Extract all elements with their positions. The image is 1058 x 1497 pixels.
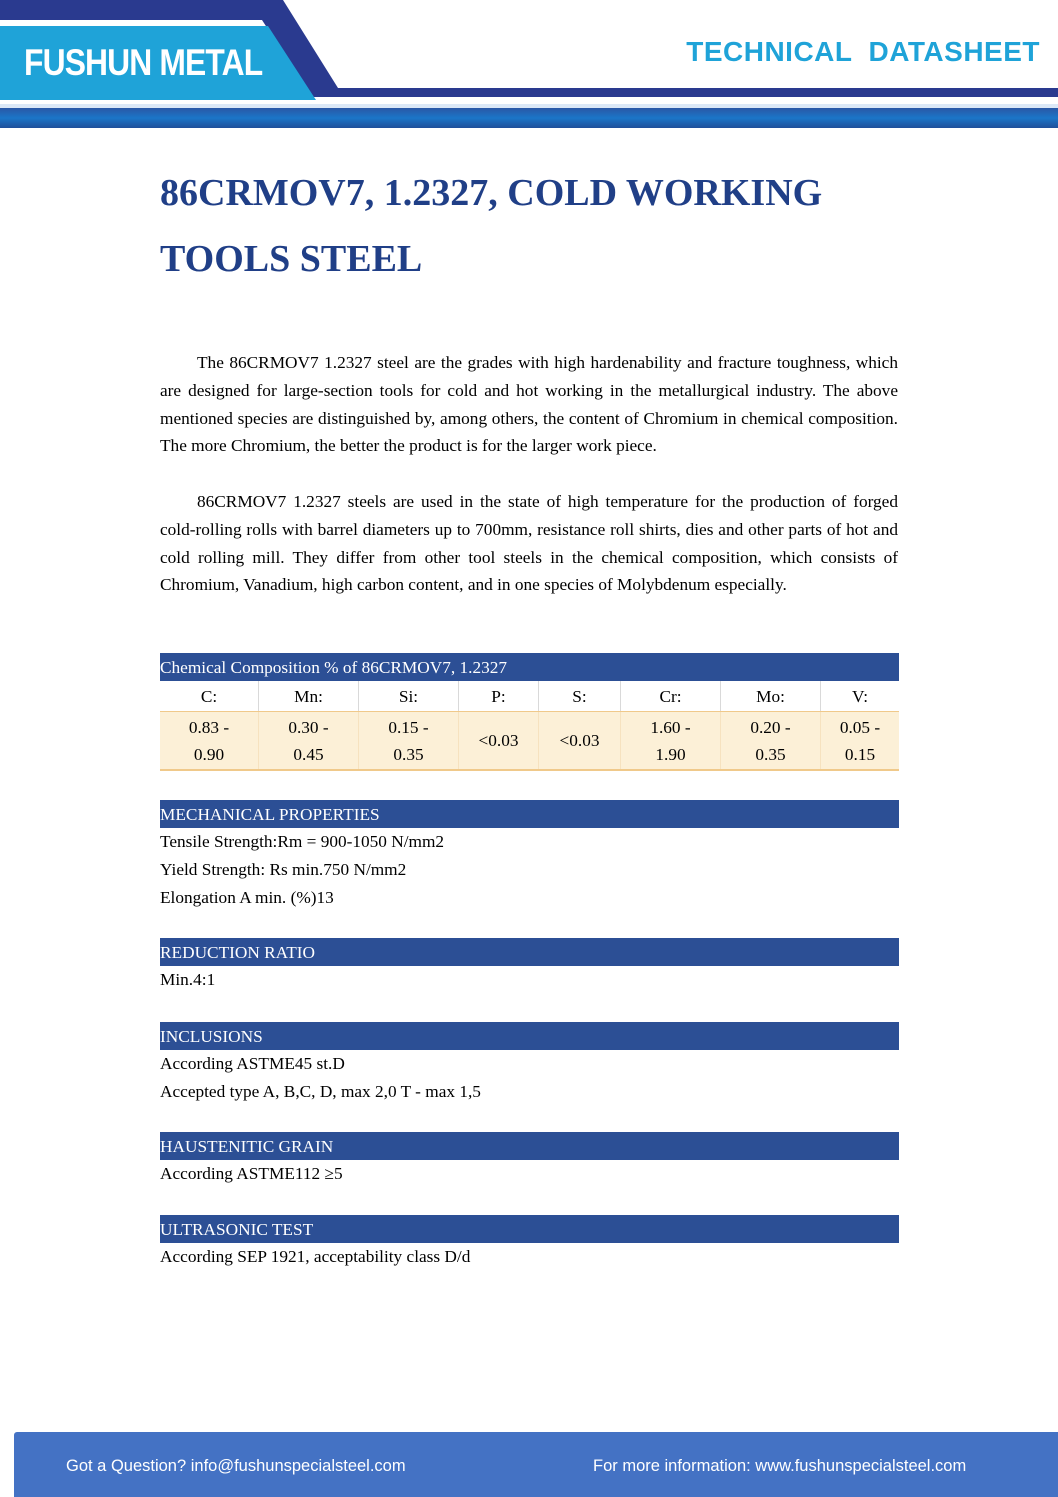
austenitic-grain-text: According ASTME112 ≥5 [160,1164,343,1183]
contact-email-text: Got a Question? info@fushunspecialsteel.com [66,1457,406,1475]
table-cell: 0.83 - 0.90 [160,712,259,769]
table-header-row [160,681,899,711]
elongation-text: Elongation A min. (%)13 [160,888,334,907]
table-cell: 0.15 - 0.35 [359,712,459,769]
table-header-cell: S: [539,681,621,711]
table-header-cell: Mn: [259,681,359,711]
chemical-composition-table [160,681,899,771]
yield-strength-text: Yield Strength: Rs min.750 N/mm2 [160,860,407,879]
table-row [160,711,899,771]
inclusions-standard-text: According ASTME45 st.D [160,1054,345,1073]
table-header-cell: P: [459,681,539,711]
inclusions-heading: INCLUSIONS [160,1022,899,1050]
table-header-cell: Si: [359,681,459,711]
page-header [0,0,1058,132]
table-header-cell: V: [852,686,868,706]
table-cell: <0.03 [539,712,621,769]
document-type-label: TECHNICAL DATASHEET [686,36,1040,67]
chemical-composition-heading: Chemical Composition % of 86CRMOV7, 1.2327 [160,653,899,681]
ultrasonic-test-text: According SEP 1921, acceptability class D/d [160,1247,471,1266]
table-header-cell: Cr: [621,681,721,711]
table-cell: 0.05 - 0.15 [839,717,881,764]
tensile-strength-text: Tensile Strength:Rm = 900-1050 N/mm2 [160,832,445,851]
page-title: 86CRMOV7, 1.2327, COLD WORKING TOOLS STEEL [160,172,823,280]
inclusions-types-text: Accepted type A, B,C, D, max 2,0 T - max 1,5 [160,1082,481,1101]
reduction-ratio-heading: REDUCTION RATIO [160,938,899,966]
usage-paragraph: 86CRMOV7 1.2327 steels are used in the state of high temperature for the production of forged cold-rolling rolls with barrel diameters up to 700mm, resistance roll shirts, dies and other parts of hot and cold rolling mill. They differ from other tool steels in the chemical composition, which consists of Chromium, Vanadium, high carbon content, and in one species of Molybdenum especially. [160,492,898,595]
table-cell: 0.20 - 0.35 [721,712,821,769]
ultrasonic-test-heading: ULTRASONIC TEST [160,1215,899,1243]
brand-logo-text: FUSHUN METAL [24,42,263,83]
website-info-text: For more information: www.fushunspecialsteel.com [593,1457,967,1475]
table-cell: <0.03 [459,712,539,769]
intro-paragraph: The 86CRMOV7 1.2327 steel are the grades with high hardenability and fracture toughness, which are designed for large-section tools for cold and hot working in the metallurgical industry. The above mentioned species are distinguished by, among others, the content of Chromium in chemical composition. The more Chromium, the better the product is for the larger work piece. [160,353,898,456]
table-header-cell: Mo: [721,681,821,711]
table-header-cell: C: [160,681,259,711]
austenitic-grain-heading: HAUSTENITIC GRAIN [160,1132,899,1160]
reduction-ratio-text: Min.4:1 [160,970,216,989]
mechanical-properties-heading: MECHANICAL PROPERTIES [160,800,899,828]
table-cell: 0.30 - 0.45 [259,712,359,769]
page-footer [14,1432,1058,1497]
table-cell: 1.60 - 1.90 [621,712,721,769]
